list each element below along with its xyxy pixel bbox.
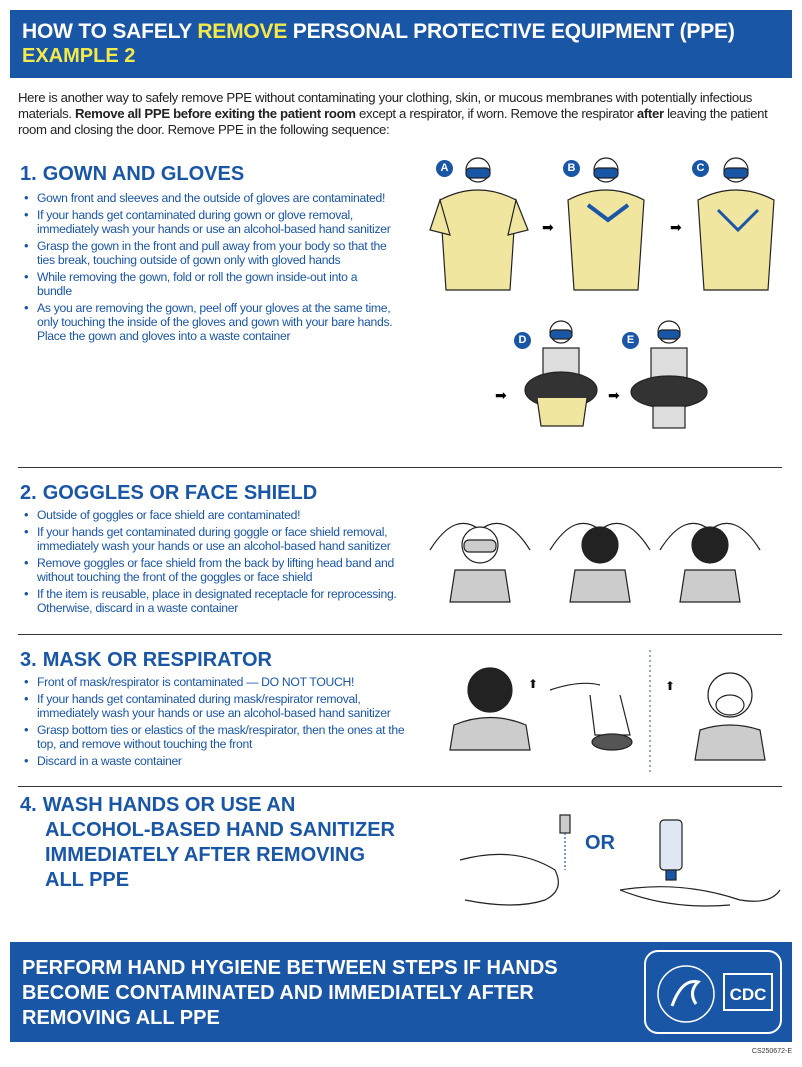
list-item: • While removing the gown, fold or roll the gown inside-out into a bundle	[20, 270, 395, 298]
list-item: • Discard in a waste container	[20, 754, 425, 768]
gown-removal-steps-abc-illustration	[430, 150, 780, 310]
mask-removal-illustration	[440, 650, 780, 775]
list-item: • As you are removing the gown, peel off your gloves at the same time, only touching the inside of the gloves and gown with your bare hands. Place the gown and gloves into a waste container	[20, 301, 395, 343]
arrow-icon: ➡	[542, 219, 554, 235]
section-3-title: 3. MASK OR RESPIRATOR	[20, 649, 272, 671]
list-item: • Front of mask/respirator is contaminated — DO NOT TOUCH!	[20, 675, 425, 689]
list-item: • If your hands get contaminated during mask/respirator removal, immediately wash your hands or use an alcohol-based hand sanitizer	[20, 692, 425, 720]
section-divider	[18, 467, 782, 468]
cdc-logo-text: CDC	[729, 985, 767, 1004]
svg-text:⬆: ⬆	[665, 679, 676, 693]
page-subtitle: EXAMPLE 2	[22, 45, 136, 67]
step-badge-a: A	[436, 160, 453, 177]
gown-figure-e	[631, 321, 707, 428]
footer-message: PERFORM HAND HYGIENE BETWEEN STEPS IF HANDS BECOME CONTAMINATED AND IMMEDIATELY AFTER REMOVING ALL PPE	[22, 957, 558, 1029]
section-4-title-line-3: IMMEDIATELY AFTER REMOVING	[45, 844, 366, 866]
section-4-title-line-4: ALL PPE	[45, 869, 130, 891]
step-badge-b: B	[563, 160, 580, 177]
document-code: CS250672-E	[751, 1048, 792, 1055]
list-item: • Grasp the gown in the front and pull away from your body so that the ties break, touching outside of gown only with gloved hands	[20, 239, 395, 267]
section-divider	[18, 786, 782, 787]
section-1-title: 1. GOWN AND GLOVES	[20, 163, 245, 185]
head-with-goggles-lifting	[660, 523, 760, 602]
gown-figure-a	[430, 158, 528, 290]
header-banner	[10, 10, 792, 78]
section-1-bullets	[20, 191, 395, 346]
gown-figure-c	[698, 158, 774, 290]
head-with-goggles-front	[430, 523, 530, 602]
gown-figure-b	[568, 158, 644, 290]
section-divider	[18, 634, 782, 635]
handwashing-illustration	[455, 800, 575, 920]
step-badge-e: E	[622, 332, 639, 349]
gown-figure-d	[525, 321, 597, 426]
step-badge-c: C	[692, 160, 709, 177]
list-item: • Grasp bottom ties or elastics of the mask/respirator, then the ones at the top, and remove without touching the front	[20, 723, 425, 751]
list-item: • Outside of goggles or face shield are contaminated!	[20, 508, 430, 522]
section-2-title: 2. GOGGLES OR FACE SHIELD	[20, 482, 318, 504]
list-item: • Remove goggles or face shield from the back by lifting head band and without touching the front of the goggles or face shield	[20, 556, 430, 584]
arrow-icon: ➡	[495, 387, 507, 403]
hand-sanitizer-illustration	[620, 810, 785, 910]
svg-text:⬆: ⬆	[528, 677, 539, 691]
or-label: OR	[585, 832, 615, 854]
list-item: • If the item is reusable, place in designated receptacle for reprocessing. Otherwise, discard in a waste container	[20, 587, 430, 615]
head-front-respirator	[665, 673, 765, 760]
section-3-bullets	[20, 675, 425, 771]
goggles-removal-illustration	[430, 510, 780, 610]
intro-paragraph: Here is another way to safely remove PPE without contaminating your clothing, skin, or mucous membranes with potentially infectious materials. Remove all PPE before exiting the patient room except a respirator, if worn. Remove the respirator after leaving the patient room and closing the door. Remove PPE in the following sequence:	[18, 90, 768, 137]
gown-removal-steps-de-illustration	[495, 318, 725, 428]
head-back-untie	[450, 668, 538, 750]
arrow-icon: ➡	[608, 387, 620, 403]
list-item: • If your hands get contaminated during gown or glove removal, immediately wash your hands or use an alcohol-based hand sanitizer	[20, 208, 395, 236]
list-item: • Gown front and sleeves and the outside of gloves are contaminated!	[20, 191, 395, 205]
arrow-icon: ➡	[670, 219, 682, 235]
footer-banner	[10, 942, 792, 1042]
hhs-cdc-logo-icon	[652, 958, 776, 1026]
section-4-title-line-2: ALCOHOL-BASED HAND SANITIZER	[45, 819, 395, 841]
hand-holding-mask	[550, 683, 632, 750]
list-item: • If your hands get contaminated during goggle or face shield removal, immediately wash your hands or use an alcohol-based hand sanitizer	[20, 525, 430, 553]
head-with-goggles-back	[550, 523, 650, 602]
step-badge-d: D	[514, 332, 531, 349]
page-title: HOW TO SAFELY REMOVE PERSONAL PROTECTIVE EQUIPMENT (PPE)	[22, 20, 735, 43]
cdc-logo	[644, 950, 782, 1034]
section-4-title: 4. WASH HANDS OR USE AN	[20, 794, 296, 816]
section-2-bullets	[20, 508, 430, 618]
